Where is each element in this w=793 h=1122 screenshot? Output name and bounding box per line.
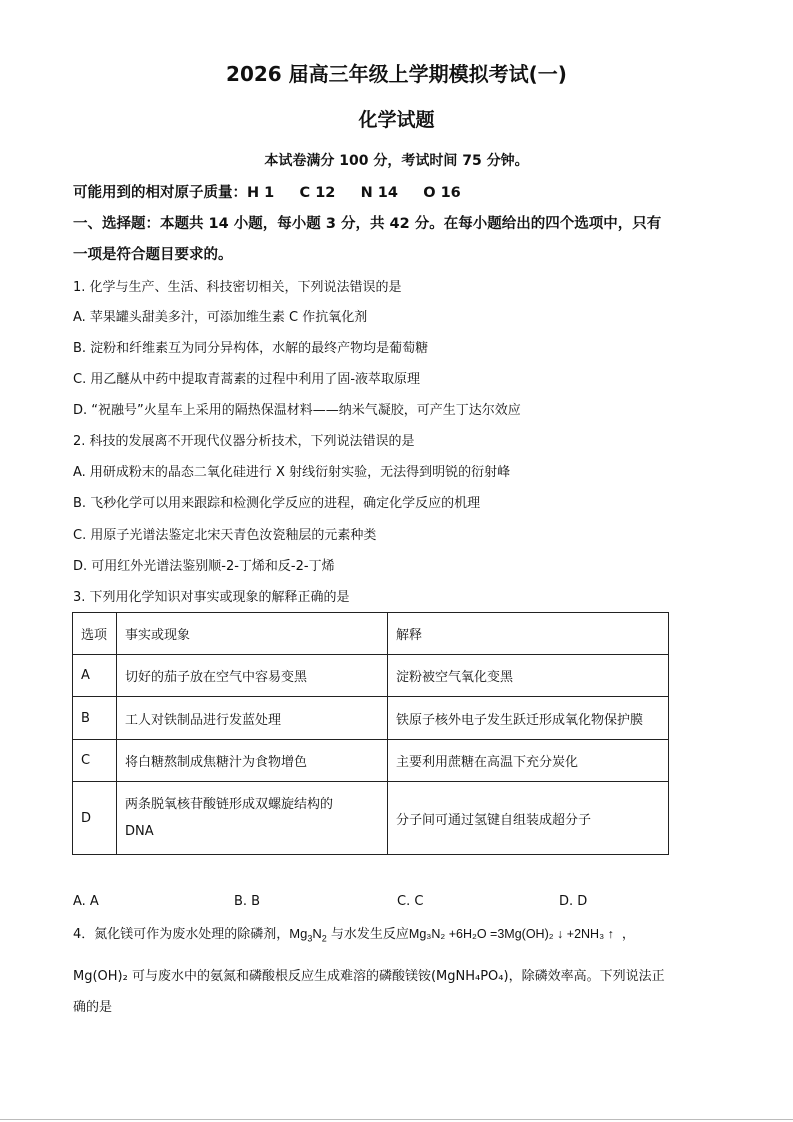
exam-title: 2026 届高三年级上学期模拟考试(一) <box>226 62 567 86</box>
q3-choice-c: C. C <box>397 894 424 909</box>
q4-reaction-equation: Mg₃N₂ +6H₂O =3Mg(OH)₂ ↓ +2NH₃ ↑ <box>408 927 614 941</box>
exam-info: 本试卷满分 100 分，考试时间 75 分钟。 <box>264 153 529 169</box>
q4-stem-mid: 与水发生反应 <box>326 927 409 942</box>
table-cell-option: A <box>73 655 117 697</box>
table-header-reason: 解释 <box>388 613 669 655</box>
page-bottom-divider <box>0 1119 793 1120</box>
table-cell-option: C <box>73 740 117 782</box>
q1-stem: 1. 化学与生产、生活、科技密切相关，下列说法错误的是 <box>73 280 402 295</box>
table-cell-fact <box>117 782 388 855</box>
q2-option-a: A. 用研成粉末的晶态二氧化硅进行 X 射线衍射实验，无法得到明锐的衍射峰 <box>73 465 511 480</box>
q3-stem: 3. 下列用化学知识对事实或现象的解释正确的是 <box>73 590 350 605</box>
table-cell-fact: 切好的茄子放在空气中容易变黑 <box>117 655 388 697</box>
q4-stem-line2: Mg(OH)₂ 可与废水中的氨氮和磷酸根反应生成难溶的磷酸镁铵(MgNH₄PO₄)，除磷效率高。下列说法正 <box>73 969 665 984</box>
table-row <box>73 655 669 697</box>
table-cell-fact-line1: 两条脱氧核苷酸链形成双螺旋结构的 <box>125 797 334 812</box>
q1-option-c: C. 用乙醚从中药中提取青蒿素的过程中利用了固-液萃取原理 <box>73 372 421 387</box>
q2-option-b: B. 飞秒化学可以用来跟踪和检测化学反应的进程，确定化学反应的机理 <box>73 496 481 511</box>
q3-choice-d: D. D <box>559 894 588 909</box>
atomic-mass-line: 可能用到的相对原子质量：H 1 C 12 N 14 O 16 <box>73 185 461 201</box>
table-row <box>73 740 669 782</box>
q4-stem-line1 <box>73 923 635 944</box>
section-instructions-line2: 一项是符合题目要求的。 <box>73 247 233 263</box>
q3-choice-a: A. A <box>73 894 99 909</box>
q4-stem-suffix: ， <box>621 927 635 942</box>
q3-choice-b: B. B <box>234 894 261 909</box>
q1-option-a: A. 苹果罐头甜美多汁，可添加维生素 C 作抗氧化剂 <box>73 310 368 325</box>
table-cell-fact: 将白糖熬制成焦糖汁为食物增色 <box>117 740 388 782</box>
section-instructions-line1: 一、选择题：本题共 14 小题，每小题 3 分，共 42 分。在每小题给出的四个选项中，只有 <box>73 216 662 232</box>
q4-stem-prefix: 4．氮化镁可作为废水处理的除磷剂， <box>73 927 290 942</box>
table-cell-option: B <box>73 697 117 740</box>
q3-table <box>72 612 669 855</box>
table-cell-reason: 分子间可通过氢键自组装成超分子 <box>388 782 669 855</box>
q1-option-d: D. “祝融号”火星车上采用的隔热保温材料——纳米气凝胶，可产生丁达尔效应 <box>73 403 521 418</box>
table-cell-reason: 铁原子核外电子发生跃迁形成氧化物保护膜 <box>388 697 669 740</box>
table-header-row <box>73 613 669 655</box>
table-row <box>73 782 669 855</box>
q4-mg3n2-formula: $Mg_3N_2$ <box>289 926 327 944</box>
q2-option-d: D. 可用红外光谱法鉴别顺-2-丁烯和反-2-丁烯 <box>73 559 335 574</box>
table-header-option: 选项 <box>73 613 117 655</box>
table-cell-reason: 淀粉被空气氧化变黑 <box>388 655 669 697</box>
table-cell-fact-line2: DNA <box>125 824 154 839</box>
subject-title: 化学试题 <box>358 109 435 131</box>
table-cell-fact: 工人对铁制品进行发蓝处理 <box>117 697 388 740</box>
q4-stem-line3: 确的是 <box>73 1000 113 1015</box>
table-cell-reason: 主要利用蔗糖在高温下充分炭化 <box>388 740 669 782</box>
table-header-fact: 事实或现象 <box>117 613 388 655</box>
q1-option-b: B. 淀粉和纤维素互为同分异构体，水解的最终产物均是葡萄糖 <box>73 341 429 356</box>
q2-option-c: C. 用原子光谱法鉴定北宋天青色汝瓷釉层的元素种类 <box>73 528 377 543</box>
q2-stem: 2. 科技的发展离不开现代仪器分析技术，下列说法错误的是 <box>73 434 415 449</box>
table-cell-option: D <box>73 782 117 855</box>
table-row <box>73 697 669 740</box>
